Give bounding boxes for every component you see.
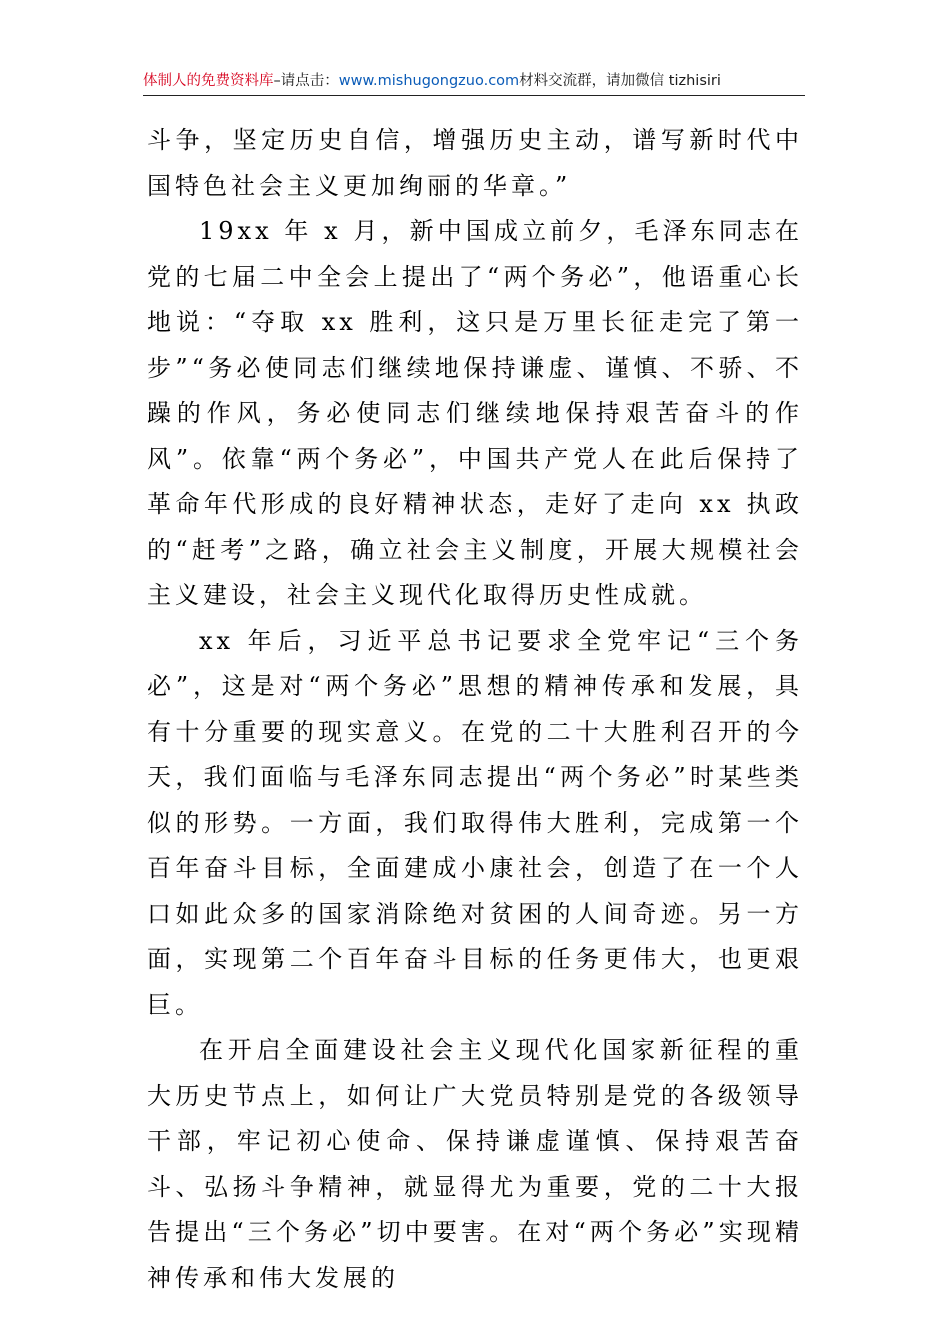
header-contact-text: 材料交流群，请加微信 tizhisiri [519, 73, 721, 89]
header-site-name: 体制人的免费资料库 [143, 73, 274, 89]
document-body [147, 118, 803, 1301]
paragraph: xx 年后，习近平总书记要求全党牢记“三个务必”，这是对“两个务必”思想的精神传承和发展，具有十分重要的现实意义。在党的二十大胜利召开的今天，我们面临与毛泽东同志提出“两个务必”时某些类似的形势。一方面，我们取得伟大胜利，完成第一个百年奋斗目标，全面建成小康社会，创造了在一个人口如此众多的国家消除绝对贫困的人间奇迹。另一方面，实现第二个百年奋斗目标的任务更伟大，也更艰巨。 [147, 626, 803, 1019]
header-url-link[interactable]: www.mishugongzuo.com [338, 73, 520, 89]
paragraph: 在开启全面建设社会主义现代化国家新征程的重大历史节点上，如何让广大党员特别是党的各级领导干部，牢记初心使命、保持谦虚谨慎、保持艰苦奋斗、弘扬斗争精神，就显得尤为重要，党的二十大报告提出“三个务必”切中要害。在对“两个务必”实现精神传承和伟大发展的 [147, 1036, 803, 1292]
page-header [143, 70, 805, 92]
paragraph: 19xx 年 x 月，新中国成立前夕，毛泽东同志在党的七届二中全会上提出了“两个务必”，他语重心长地说：“夺取 xx 胜利，这只是万里长征走完了第一步”“务必使同志们继续地保持谦虚、谨慎、不骄、不躁的作风，务必使同志们继续地保持艰苦奋斗的作风”。依靠“两个务必”，中国共产党人在此后保持了革命年代形成的良好精神状态，走好了走向 xx 执政的“赶考”之路，确立社会主义制度，开展大规模社会主义建设，社会主义现代化取得历史性成就。 [147, 217, 803, 609]
header-prompt: –请点击： [273, 73, 339, 89]
header-divider [143, 95, 805, 96]
paragraph-continued: 斗争，坚定历史自信，增强历史主动，谱写新时代中国特色社会主义更加绚丽的华章。” [147, 126, 803, 200]
